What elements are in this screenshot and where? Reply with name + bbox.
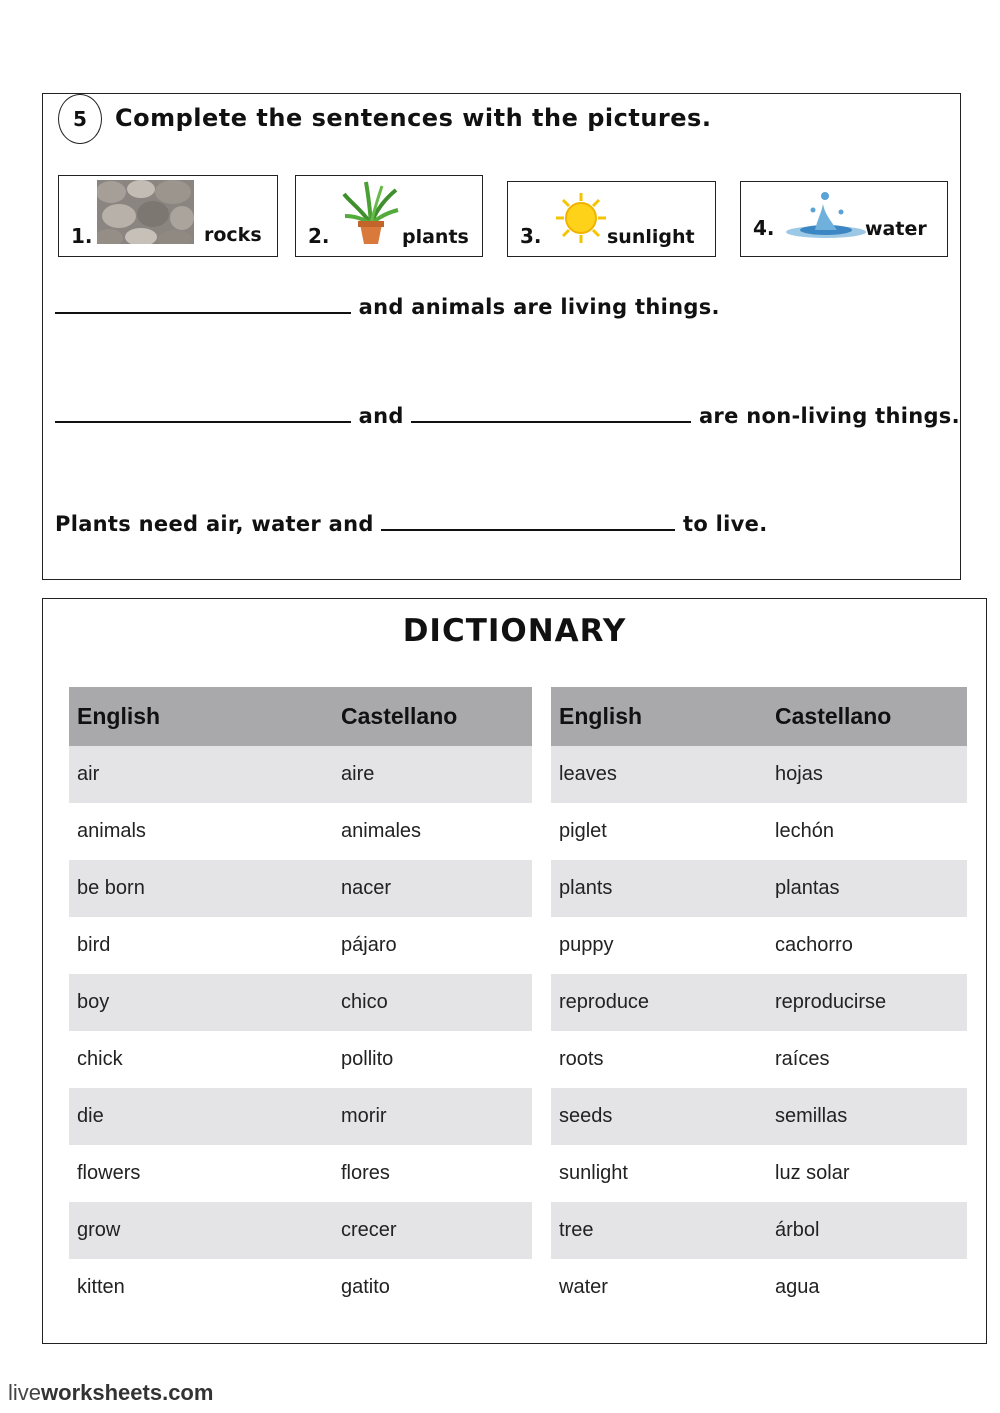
castellano-word: gatito [341, 1276, 390, 1298]
table-row [551, 746, 967, 803]
picture-number: 4. [753, 216, 775, 240]
english-word: seeds [551, 1088, 767, 1145]
watermark-prefix: live [8, 1380, 42, 1405]
castellano-word: hojas [767, 746, 967, 803]
table-row [551, 860, 967, 917]
table-header-row [69, 687, 532, 746]
answer-blank-1[interactable] [55, 292, 351, 314]
table-row [69, 917, 532, 974]
table-row [69, 1088, 532, 1145]
picture-word: rocks [204, 224, 262, 246]
english-word: plants [551, 860, 767, 917]
castellano-word: pollito [341, 1048, 394, 1070]
english-word: flowers [77, 1162, 141, 1184]
picture-card-rocks [58, 175, 278, 257]
exercise-number: 5 [58, 94, 102, 144]
watermark-brand: worksheets [41, 1380, 163, 1405]
english-word: leaves [551, 746, 767, 803]
picture-card-water [740, 181, 948, 257]
sentence-3-start: Plants need air, water and [55, 512, 374, 536]
english-word: tree [551, 1202, 767, 1259]
english-word: boy [69, 974, 333, 1031]
castellano-word: nacer [333, 860, 532, 917]
table-row [69, 1145, 532, 1202]
castellano-word: pájaro [341, 934, 397, 956]
table-row [551, 1031, 967, 1088]
table-row [69, 1031, 532, 1088]
table-header-row [551, 687, 967, 746]
english-word: roots [559, 1048, 604, 1070]
castellano-word: animales [341, 820, 422, 842]
table-row [551, 974, 967, 1031]
table-row [551, 917, 967, 974]
castellano-word: cachorro [775, 934, 853, 956]
castellano-word: árbol [767, 1202, 967, 1259]
sun-image [555, 192, 607, 244]
english-word: animals [77, 820, 146, 842]
picture-card-plants [295, 175, 483, 257]
table-row [551, 1145, 967, 1202]
picture-number: 2. [308, 224, 330, 248]
picture-word: sunlight [607, 226, 695, 248]
english-word: kitten [77, 1276, 125, 1298]
castellano-word: luz solar [775, 1162, 850, 1184]
english-word: bird [77, 934, 111, 956]
english-word: grow [69, 1202, 333, 1259]
water-splash-image [785, 188, 867, 240]
castellano-word: morir [333, 1088, 532, 1145]
plant-image [342, 180, 400, 246]
sentence-1-text: and animals are living things. [358, 295, 720, 319]
column-header: English [69, 687, 333, 746]
site-watermark [8, 1380, 213, 1406]
table-row [69, 746, 532, 803]
english-word: air [69, 746, 333, 803]
castellano-word: plantas [767, 860, 967, 917]
english-word: sunlight [559, 1162, 628, 1184]
castellano-word: lechón [775, 820, 834, 842]
picture-word: water [865, 218, 927, 240]
english-word: reproduce [551, 974, 767, 1031]
english-word: die [69, 1088, 333, 1145]
english-word: piglet [559, 820, 607, 842]
sentence-2-mid: and [358, 404, 404, 428]
english-word: be born [69, 860, 333, 917]
sentence-3 [55, 509, 767, 536]
english-word: chick [77, 1048, 123, 1070]
answer-blank-4[interactable] [381, 509, 675, 531]
table-row [69, 974, 532, 1031]
dictionary-title: DICTIONARY [402, 613, 627, 649]
sentence-2-text: are non-living things. [698, 404, 960, 428]
castellano-word: agua [775, 1276, 820, 1298]
table-row [69, 860, 532, 917]
sentence-2 [55, 401, 960, 428]
column-header: English [551, 687, 767, 746]
picture-number: 3. [520, 224, 542, 248]
column-header: Castellano [333, 687, 532, 746]
sentence-1 [55, 292, 720, 319]
table-row [551, 1088, 967, 1145]
castellano-word: crecer [333, 1202, 532, 1259]
exercise-5-box [42, 93, 961, 580]
dictionary-box [42, 598, 987, 1344]
table-row [69, 1259, 532, 1316]
exercise-instruction: Complete the sentences with the pictures. [115, 104, 712, 132]
watermark-suffix: .com [162, 1380, 214, 1405]
table-row [69, 803, 532, 860]
table-row [551, 1202, 967, 1259]
castellano-word: reproducirse [767, 974, 967, 1031]
castellano-word: aire [333, 746, 532, 803]
castellano-word: flores [341, 1162, 390, 1184]
table-row [551, 1259, 967, 1316]
table-row [551, 803, 967, 860]
castellano-word: semillas [767, 1088, 967, 1145]
english-word: puppy [559, 934, 614, 956]
picture-card-sunlight [507, 181, 716, 257]
picture-number: 1. [71, 224, 93, 248]
vocab-table-left [69, 687, 532, 1316]
sentence-3-end: to live. [683, 512, 768, 536]
picture-word: plants [402, 226, 469, 248]
castellano-word: raíces [775, 1048, 830, 1070]
castellano-word: chico [333, 974, 532, 1031]
english-word: water [559, 1276, 608, 1298]
vocab-table-right [551, 687, 967, 1316]
answer-blank-3[interactable] [411, 401, 691, 423]
answer-blank-2[interactable] [55, 401, 351, 423]
rocks-image [97, 180, 194, 244]
table-row [69, 1202, 532, 1259]
column-header: Castellano [767, 687, 967, 746]
